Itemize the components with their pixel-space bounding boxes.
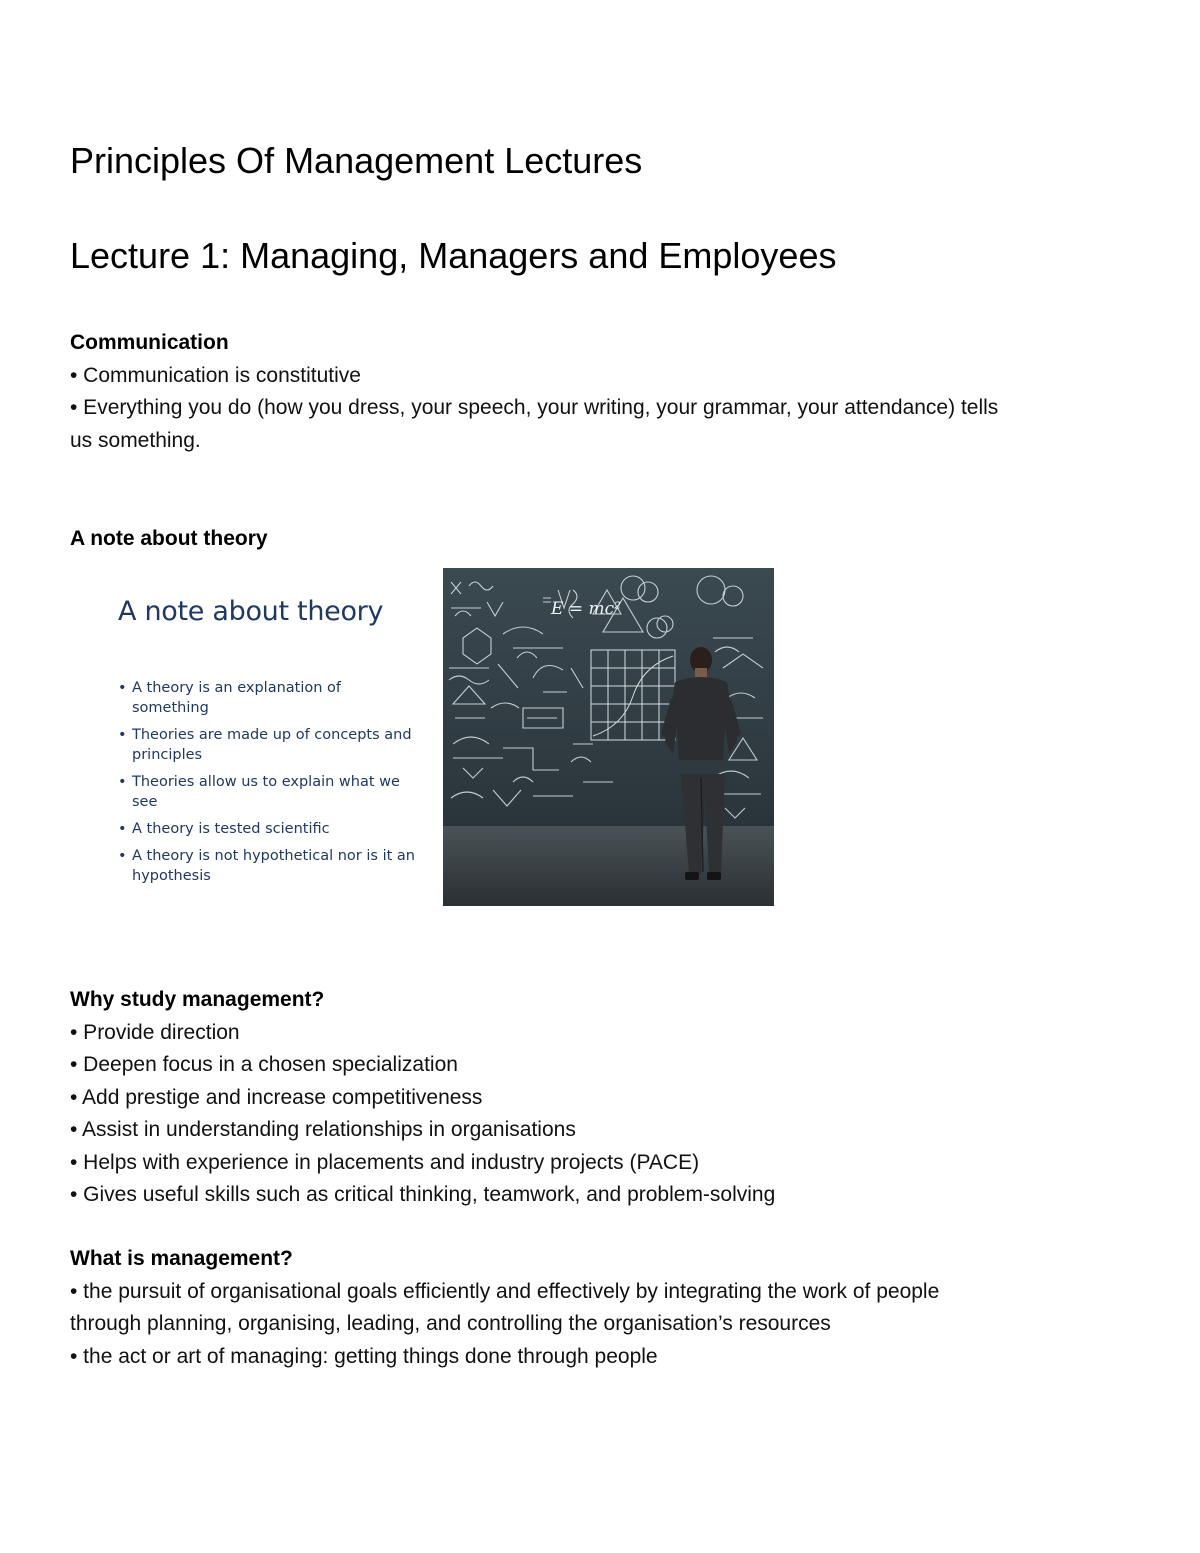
bullet-icon: • [118,821,127,837]
man-at-chalkboard-icon [443,568,774,906]
slide-bullet-list [118,678,418,893]
communication-line: • Communication is constitutive [70,363,361,387]
communication-heading: Communication [70,331,229,354]
communication-line: us something. [70,428,201,452]
lecture-title: Lecture 1: Managing, Managers and Employees [70,235,837,276]
why-study-line: • Provide direction [70,1020,240,1044]
theory-heading: A note about theory [70,527,268,550]
bullet-icon: • [118,774,127,790]
bullet-icon: • [118,727,127,743]
theory-section [70,523,1130,556]
slide-bullet-text: A theory is not hypothetical nor is it an hypothesis [132,848,415,884]
why-study-heading: Why study management? [70,988,325,1011]
why-study-line: • Gives useful skills such as critical thinking, teamwork, and problem-solving [70,1183,776,1206]
svg-text:E = mc²: E = mc² [551,599,621,619]
why-study-section [70,984,1130,1212]
slide-bullet-text: Theories allow us to explain what we see [132,774,400,810]
bullet-icon: • [118,848,127,864]
slide-bullet-item [118,725,418,765]
slide-bullet-item [118,678,418,718]
slide-title: A note about theory [118,596,384,627]
slide-bullet-text: Theories are made up of concepts and principles [132,727,412,763]
slide-bullet-item [118,819,418,839]
theory-figure [70,566,780,906]
slide-bullet-item [118,846,418,886]
what-is-line: • the act or art of managing: getting things done through people [70,1344,658,1368]
why-study-line: • Assist in understanding relationships in organisations [70,1118,576,1141]
bullet-icon: • [118,680,127,696]
what-is-section [70,1243,1130,1373]
why-study-line: • Deepen focus in a chosen specialization [70,1053,458,1076]
slide-bullet-text: A theory is tested scientific [132,821,330,837]
theory-slide [70,566,430,896]
slide-bullet-item [118,772,418,812]
what-is-line: through planning, organising, leading, and controlling the organisation’s resources [70,1312,831,1335]
why-study-line: • Add prestige and increase competitiveness [70,1085,483,1109]
communication-line: • Everything you do (how you dress, your speech, your writing, your grammar, your attendance) tells [70,396,999,419]
communication-section [70,327,1130,457]
what-is-line: • the pursuit of organisational goals efficiently and effectively by integrating the work of people [70,1279,940,1303]
slide-bullet-text: A theory is an explanation of something [132,680,342,716]
what-is-heading: What is management? [70,1247,293,1270]
document-title: Principles Of Management Lectures [70,140,643,181]
why-study-line: • Helps with experience in placements and industry projects (PACE) [70,1150,700,1174]
